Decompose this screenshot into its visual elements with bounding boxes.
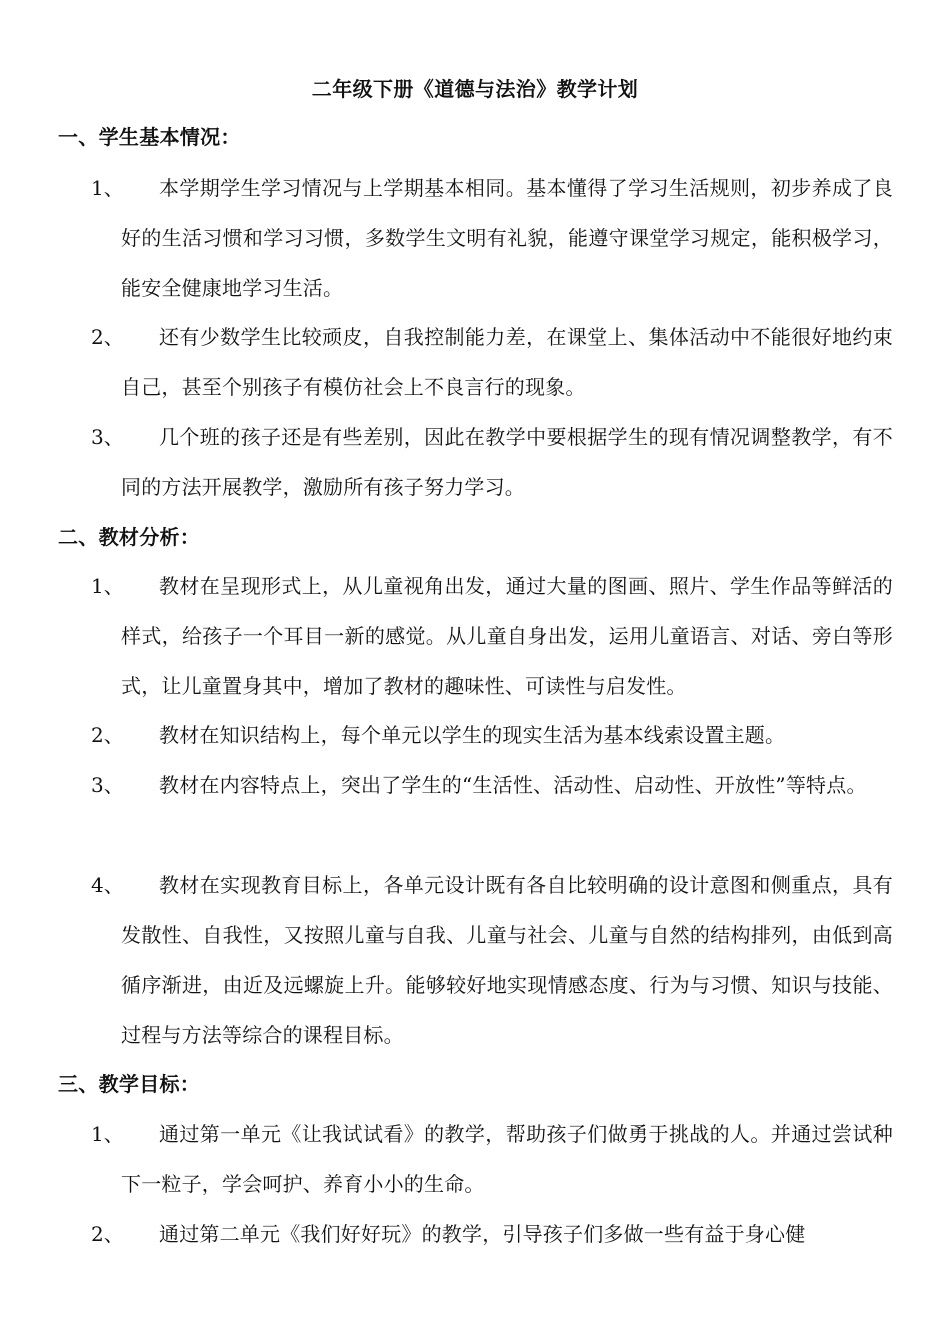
item-text: 教材在内容特点上，突出了学生的“生活性、活动性、启动性、开放性”等特点。: [159, 773, 867, 797]
list-item: [0, 412, 950, 512]
item-text: 还有少数学生比较顽皮，自我控制能力差，在课堂上、集体活动中不能很好地约束自己，甚至个别孩子有模仿社会上不良言行的现象。: [121, 325, 893, 399]
document-title: 二年级下册《道德与法治》教学计划: [311, 77, 639, 101]
list-item: [0, 860, 950, 1060]
item-number: 1、: [91, 574, 124, 598]
item-number: 4、: [91, 873, 124, 897]
list-item: [0, 312, 950, 412]
item-number: 2、: [91, 723, 124, 747]
list-item: [0, 760, 950, 860]
list-item: [0, 561, 950, 711]
item-number: 1、: [91, 176, 124, 200]
item-number: 1、: [91, 1122, 124, 1146]
list-item: [0, 710, 950, 760]
item-number: 3、: [91, 773, 124, 797]
item-text: 教材在知识结构上，每个单元以学生的现实生活为基本线索设置主题。: [159, 723, 786, 747]
item-number: 2、: [91, 325, 124, 349]
item-text: 几个班的孩子还是有些差别，因此在教学中要根据学生的现有情况调整教学，有不同的方法开展教学，激励所有孩子努力学习。: [121, 425, 893, 499]
section-heading-student-situation: 一、学生基本情况：: [58, 125, 241, 149]
item-text: 教材在呈现形式上，从儿童视角出发，通过大量的图画、照片、学生作品等鲜活的样式，给孩子一个耳目一新的感觉。从儿童自身出发，运用儿童语言、对话、旁白等形式，让儿童置身其中，增加了教材的趣味性、可读性与启发性。: [121, 574, 893, 698]
list-item: [0, 1209, 950, 1259]
list-item: [0, 1109, 950, 1209]
section-heading-teaching-goals: 三、教学目标：: [58, 1072, 201, 1096]
item-text: 通过第二单元《我们好好玩》的教学，引导孩子们多做一些有益于身心健: [159, 1222, 806, 1246]
item-number: 3、: [91, 425, 124, 449]
item-text: 教材在实现教育目标上，各单元设计既有各自比较明确的设计意图和侧重点，具有发散性、自我性，又按照儿童与自我、儿童与社会、儿童与自然的结构排列，由低到高循序渐进，由近及远螺旋上升。能够较好地实现情感态度、行为与习惯、知识与技能、过程与方法等综合的课程目标。: [121, 873, 893, 1047]
item-text: 本学期学生学习情况与上学期基本相同。基本懂得了学习生活规则，初步养成了良好的生活习惯和学习习惯，多数学生文明有礼貌，能遵守课堂学习规定，能积极学习，能安全健康地学习生活。: [121, 176, 893, 300]
item-text: 通过第一单元《让我试试看》的教学，帮助孩子们做勇于挑战的人。并通过尝试种下一粒子，学会呵护、养育小小的生命。: [121, 1122, 893, 1196]
list-item: [0, 163, 950, 313]
item-number: 2、: [91, 1222, 124, 1246]
section-heading-textbook-analysis: 二、教材分析：: [58, 525, 201, 549]
